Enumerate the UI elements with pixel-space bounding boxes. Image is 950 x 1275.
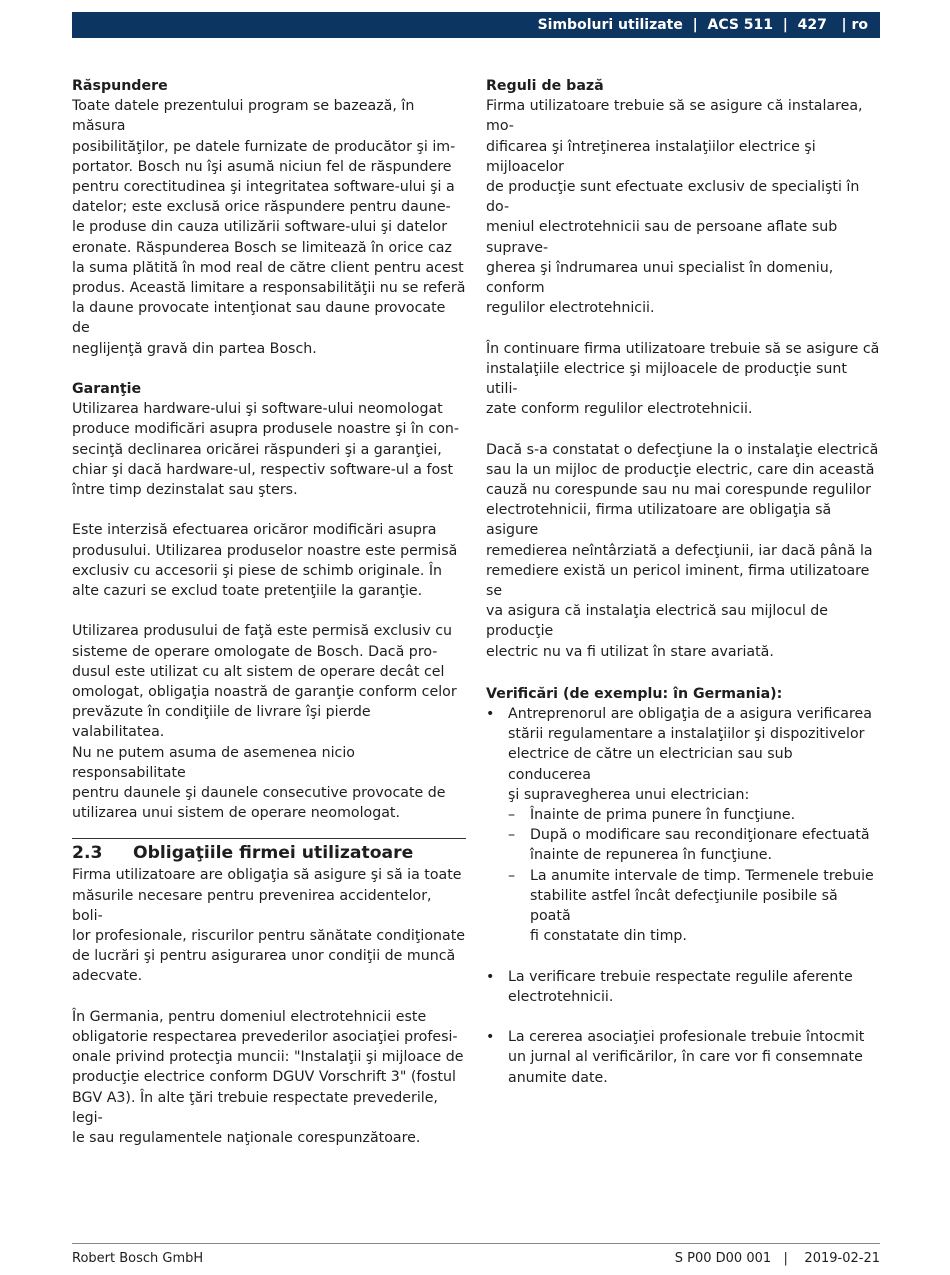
heading-verificari: Verificări (de exemplu: în Germania): xyxy=(486,685,783,702)
verificari-list xyxy=(486,704,880,1088)
right-column xyxy=(486,76,880,1088)
footer-company: Robert Bosch GmbH xyxy=(72,1251,204,1266)
paragraph-reguli-1: Firma utilizatoare trebuie să se asigure că instalarea, mo- dificarea şi întreţinerea instalaţiilor electrice şi mijloacelor de producţie sunt efectuate exclusiv de specialişti în do- meniul electrotehnicii sau de persoane aflate sub suprave- gherea şi îndrumarea unui specialist în domeniu, conform regulilor electrotehnicii. xyxy=(486,98,863,317)
paragraph-reguli-2: În continuare firma utilizatoare trebuie să se asigure că instalaţiile electrice şi mijloacele de producţie sunt utili- zate conform regulilor electrotehnicii. xyxy=(486,340,880,418)
footer-doc-info: S P00 D00 001 | 2019-02-21 xyxy=(674,1251,880,1266)
heading-reguli: Reguli de bază xyxy=(486,78,604,94)
paragraph-obligatii-1: Firma utilizatoare are obligaţia să asigure şi să ia toate măsurile necesare pentru prevenirea accidentelor, boli- lor profesionale, riscurilor pentru sănătate condiţionate de lucrări şi pentru asigurarea unor condiţii de muncă adecvate. xyxy=(72,867,466,985)
paragraph-obligatii-2: În Germania, pentru domeniul electrotehnicii este obligatorie respectarea prevederilor asociaţiei profesi- onale privind protecţia muncii: "Instalaţii şi mijloace de producţie electrice conform DGUV Vorschrift 3" (fostul BGV A3). În alte ţări trebuie respectate prevederile, legi- le sau regulamentele naţionale corespunzătoare. xyxy=(72,1008,464,1147)
list-item xyxy=(486,704,880,967)
dash-item-1: – Înainte de prima punere în funcţiune. xyxy=(508,805,880,825)
bullet-text-1: • Antreprenorul are obligaţia de a asigura verificarea stării regulamentare a instalaţiilor şi dispozitivelor electrice de către un electrician sau sub conducerea şi supravegherea unui electrician: xyxy=(508,706,872,803)
paragraph-garantie-3: Utilizarea produsului de faţă este permisă exclusiv cu sisteme de operare omologate de Bosch. Dacă pro- dusul este utilizat cu alt sistem de operare decât cel omologat, obligaţia noastră de garanţie conform celor prevăzute în condiţiile de livrare îşi pierde valabilitatea. Nu ne putem asuma de asemenea nicio responsabilitate pentru daunele şi daunele consecutive provocate de utilizarea unui sistem de operare neomologat. xyxy=(72,623,457,822)
paragraph-reguli-3: Dacă s-a constatat o defecţiune la o instalaţie electrică sau la un mijloc de producţie electric, care din această cauză nu corespunde sau nu mai corespunde regulilor electrotehnicii, firma utilizatoare are obligaţia să asigure remedierea neîntârziată a defecţiunii, iar dacă până la remediere există un pericol iminent, firma utilizatoare se va asigura că instalaţia electrică sau mijlocul de producţie electric nu va fi utilizat în stare avariată. xyxy=(486,441,879,660)
paragraph-garantie-2: Este interzisă efectuarea oricăror modificări asupra produsului. Utilizarea produselor noastre este permisă exclusiv cu accesorii şi piese de schimb originale. În alte cazuri se exclud toate pretenţiile la garanţie. xyxy=(72,522,458,600)
heading-garantie: Garanţie xyxy=(72,381,142,398)
dash-list xyxy=(508,805,880,946)
section-title-text: Obligaţiile firmei utilizatoare xyxy=(133,843,414,864)
bullet-text-3: • La cererea asociaţiei profesionale trebuie întocmit un jurnal al verificărilor, în care vor fi consemnate anumite date. xyxy=(508,1029,865,1086)
paragraph-garantie-1: Utilizarea hardware-ului şi software-ului neomologat produce modificări asupra produsele noastre şi în con- secinţă declinarea oricărei răspunderi şi a garanţiei, chiar şi dacă hardware-ul, respectiv software-ul a fost între timp dezinstalat sau şters. xyxy=(72,401,459,499)
bullet-text-2: • La verificare trebuie respectate regulile aferente electrotehnicii. xyxy=(508,968,853,1005)
section-number: 2.3 xyxy=(72,843,103,864)
header-text: Simboluri utilizate | ACS 511 | 427 | ro xyxy=(537,17,868,33)
list-item xyxy=(486,1027,880,1088)
dash-item-2: – După o modificare sau recondiţionare efectuată înainte de repunerea în funcţiune. xyxy=(508,825,880,865)
footer-divider xyxy=(72,1243,880,1244)
left-column xyxy=(72,76,466,1148)
heading-raspundere: Răspundere xyxy=(72,78,168,94)
section-title xyxy=(72,839,466,865)
dash-item-3: – La anumite intervale de timp. Termenele trebuie stabilite astfel încât defecţiunile posibile să poată fi constatate din timp. xyxy=(508,866,880,947)
header-bar xyxy=(72,12,880,38)
footer xyxy=(72,1251,880,1266)
list-item xyxy=(486,967,880,1028)
paragraph-raspundere: Toate datele prezentului program se bazează, în măsura posibilităţilor, pe datele furnizate de producător şi im- portator. Bosch nu îşi asumă niciun fel de răspundere pentru corectitudinea şi integritatea software-ului şi a datelor; este exclusă orice răspundere pentru daune- le produse din cauza utilizării software-ului şi datelor eronate. Răspunderea Bosch se limitează în orice caz la suma plătită în mod real de către client pentru acest produs. Această limitare a responsabilităţii nu se referă la daune provocate intenţionat sau daune provocate de neglijenţă gravă din partea Bosch. xyxy=(72,98,466,357)
